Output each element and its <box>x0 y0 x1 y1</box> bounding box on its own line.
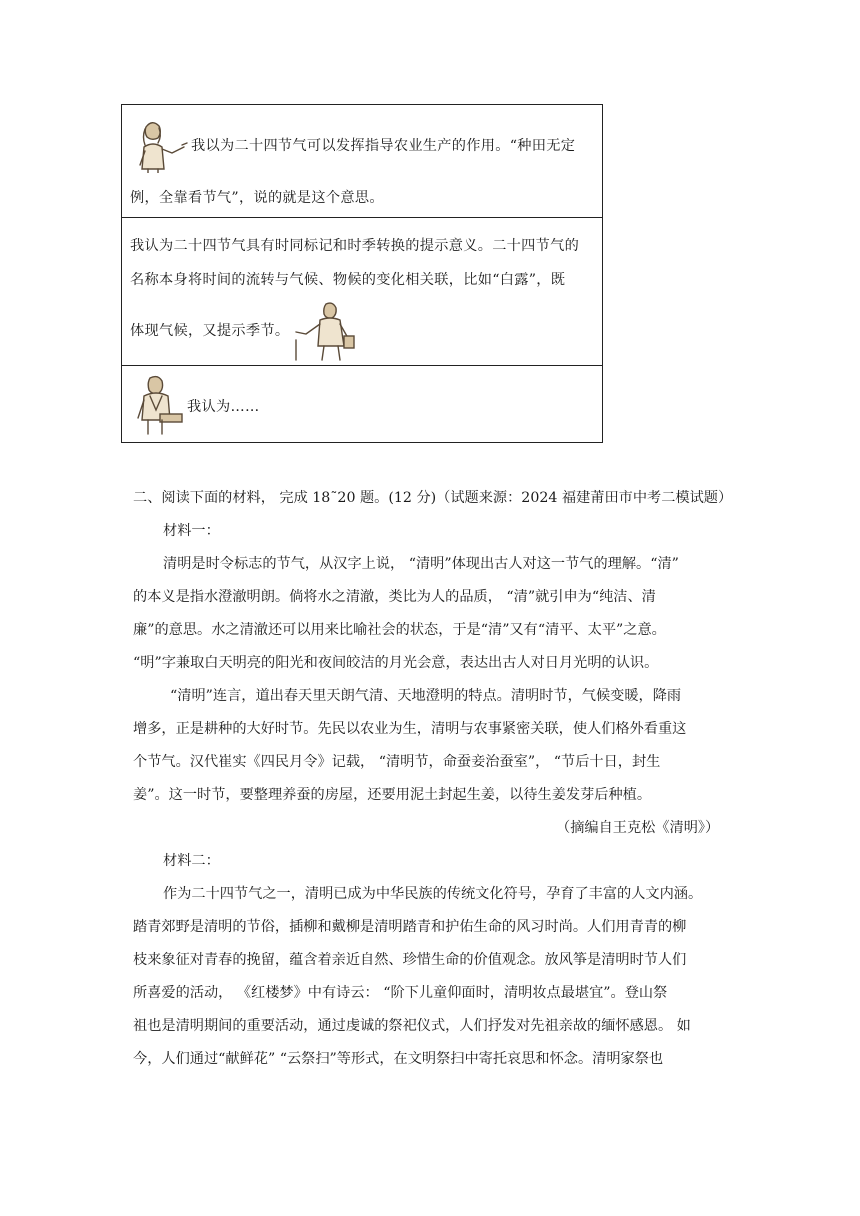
dialog-row-2 <box>122 218 602 366</box>
m1-line-3: 廉”的意思。水之清澈还可以用来比喻社会的状态，于是“清”又有“清平、太平”之意。 <box>133 622 666 638</box>
speaker1-line2: 例，全靠看节气”，说的就是这个意思。 <box>130 190 384 206</box>
girl-pointing-icon <box>132 117 190 173</box>
dialog-table <box>121 104 603 443</box>
m1-line-6: 增多，正是耕种的大好时节。先民以农业为生，清明与农事紧密关联，使人们格外看重这 <box>133 721 687 737</box>
material2-label: 材料二： <box>163 853 220 869</box>
m1-line-7: 个节气。汉代崔实《四民月令》记载， “清明节，命蚕妾治蚕室”， “节后十日，封生 <box>133 754 661 770</box>
material1-label: 材料一： <box>163 523 220 539</box>
m2-line-1: 作为二十四节气之一，清明已成为中华民族的传统文化符号，孕育了丰富的人文内涵。 <box>163 886 703 902</box>
speaker1-line1: 我以为二十四节气可以发挥指导农业生产的作用。“种田无定 <box>191 138 576 154</box>
m1-line-2: 的本义是指水澄澈明朗。倘将水之清澈，类比为人的品质， “清”就引申为“纯洁、清 <box>133 589 656 605</box>
m1-line-5: “清明”连言，道出春天里天朗气清、天地澄明的特点。清明时节，气候变暖，降雨 <box>170 688 682 704</box>
m2-line-6: 今，人们通过“献鲜花” “云祭扫”等形式，在文明祭扫中寄托哀思和怀念。清明家祭也 <box>133 1051 664 1067</box>
speaker3-line1: 我认为…… <box>187 399 260 415</box>
boy-with-book-icon <box>130 374 186 436</box>
m2-line-4: 所喜爱的活动， 《红楼梦》中有诗云： “阶下儿童仰面时，清明妆点最堪宜”。登山祭 <box>133 985 668 1001</box>
m1-line-1: 清明是时令标志的节气，从汉字上说， “清明”体现出古人对这一节气的理解。“清” <box>163 556 679 572</box>
m1-line-8: 姜”。这一时节，要整理养蚕的房屋，还要用泥土封起生姜，以待生姜发芽后种植。 <box>133 787 652 803</box>
man-gesturing-icon <box>294 300 366 362</box>
dialog-row-1 <box>122 105 602 218</box>
section-heading: 二、阅读下面的材料， 完成 18˜20 题。(12 分)（试题来源：2024 福建莆田市中考二模试题） <box>133 490 733 506</box>
m1-line-4: “明”字兼取白天明亮的阳光和夜间皎洁的月光会意，表达出古人对日月光明的认识。 <box>133 655 659 671</box>
m2-line-5: 祖也是清明期间的重要活动，通过虔诚的祭祀仪式，人们抒发对先祖亲故的缅怀感恩。 如 <box>133 1018 691 1034</box>
m1-source: （摘编自王克松《清明》） <box>556 820 720 836</box>
speaker2-line1: 我认为二十四节气具有时同标记和时季转换的提示意义。二十四节气的 <box>130 238 580 254</box>
m2-line-3: 枝来象征对青春的挽留，蕴含着亲近自然、珍惜生命的价值观念。放风筝是清明时节人们 <box>133 952 687 968</box>
dialog-row-3 <box>122 366 602 442</box>
m2-line-2: 踏青郊野是清明的节俗，插柳和戴柳是清明踏青和护佑生命的风习时尚。人们用青青的柳 <box>133 919 687 935</box>
speaker2-line2: 名称本身将时间的流转与气候、物候的变化相关联，比如“白露”，既 <box>130 272 566 288</box>
speaker2-line3: 体现气候，又提示季节。 <box>130 323 290 339</box>
